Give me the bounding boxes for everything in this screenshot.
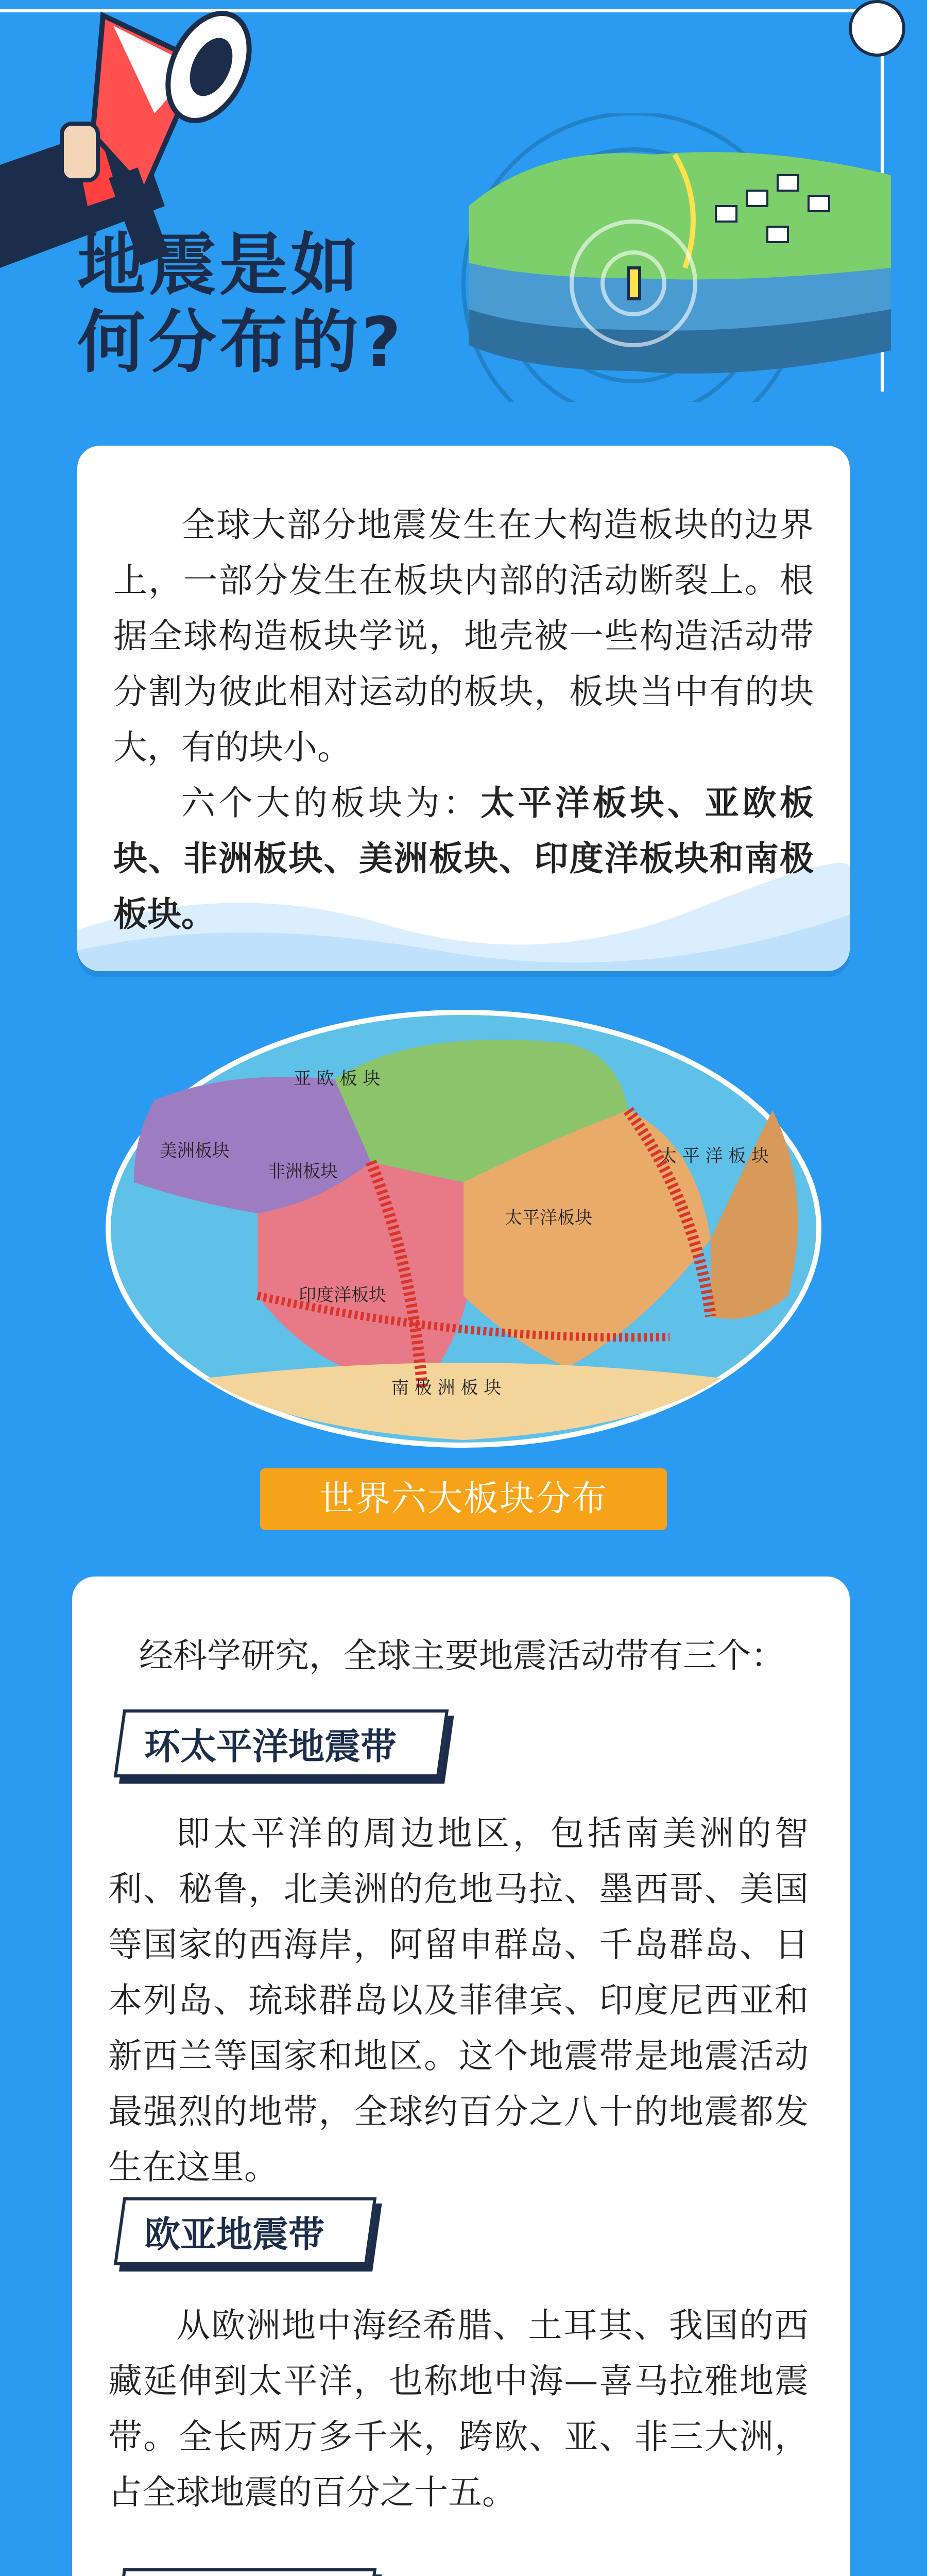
map-label-antarctic: 南 极 洲 板 块 bbox=[391, 1378, 502, 1398]
map-label-african: 非洲板块 bbox=[268, 1161, 338, 1182]
map-label-eurasian: 亚 欧 板 块 bbox=[294, 1069, 381, 1089]
intro-card bbox=[77, 446, 850, 971]
intro-paragraph-2 bbox=[113, 775, 814, 942]
map-label-american: 美洲板块 bbox=[160, 1141, 230, 1161]
intro-paragraph-1: 全球大部分地震发生在大构造板块的边界上，一部分发生在板块内部的活动断裂上。根据全球构造板块学说，地壳被一些构造活动带分割为彼此相对运动的板块，板块当中有的块大，有的块小。 bbox=[113, 505, 814, 767]
earth-crust-illustration bbox=[438, 113, 912, 402]
map-label-pacific-2: 太 平 洋 板 块 bbox=[659, 1146, 769, 1166]
zones-intro: 经科学研究，全球主要地震活动带有三个： bbox=[139, 1636, 785, 1675]
frame-circle bbox=[849, 0, 905, 57]
zone-text-pacific: 即太平洋的周边地区，包括南美洲的智利、秘鲁，北美洲的危地马拉、墨西哥、美国等国家的西海岸，阿留申群岛、千岛群岛、日本列岛、琉球群岛以及菲律宾、印度尼西亚和新西兰等国家和地区。这个地震带是地震活动最强烈的地带，全球约百分之八十的地震都发生在这里。 bbox=[108, 1814, 809, 2187]
map-label-pacific: 太平洋板块 bbox=[505, 1208, 592, 1228]
seismic-zones-card bbox=[72, 1577, 850, 2576]
zone-name-pacific: 环太平洋地震带 bbox=[144, 1725, 397, 1768]
zone-name-eurasian: 欧亚地震带 bbox=[144, 2213, 324, 2256]
tectonic-plate-map bbox=[103, 1007, 824, 1450]
zone-text-eurasian: 从欧洲地中海经希腊、土耳其、我国的西藏延伸到太平洋，也称地中海—喜马拉雅地震带。全长两万多千米，跨欧、亚、非三大洲，占全球地震的百分之十五。 bbox=[108, 2306, 809, 2512]
title-line-2: 何分布的? bbox=[77, 303, 404, 382]
intro-p2-bold: 太平洋板块、亚欧板块、非洲板块、美洲板块、印度洋板块和南极板块。 bbox=[113, 783, 814, 934]
intro-p2-prefix: 六个大的板块为： bbox=[181, 783, 480, 823]
page-title bbox=[77, 227, 404, 381]
plate-map-caption-text: 世界六大板块分布 bbox=[319, 1479, 608, 1519]
plate-map-caption bbox=[260, 1468, 667, 1530]
map-label-indian: 印度洋板块 bbox=[299, 1285, 386, 1306]
title-line-1: 地震是如 bbox=[77, 226, 362, 305]
